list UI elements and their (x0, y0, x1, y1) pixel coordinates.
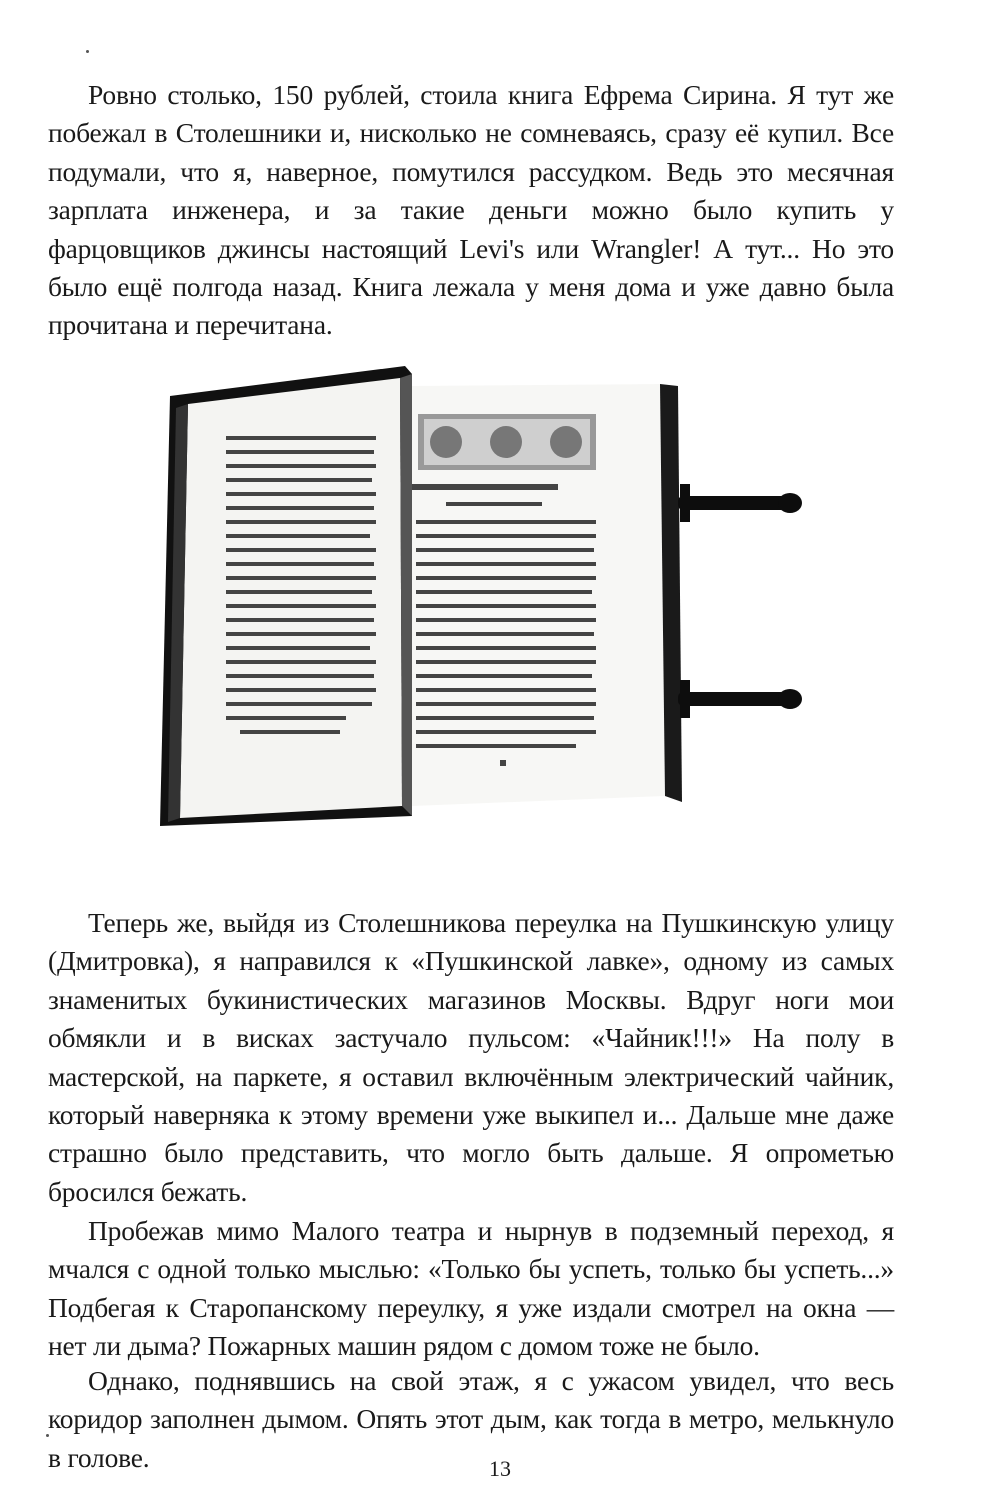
open-book-photo (150, 356, 820, 836)
page-number: 13 (489, 1456, 511, 1481)
paragraph-4: Однако, поднявшись на свой этаж, я с ужасом увидел, что весь коридор заполнен дымом. Опять этот дым, как тогда в метро, мелькнуло в голове. (48, 1365, 894, 1473)
scan-speck (86, 50, 89, 53)
paragraph-2: Теперь же, выйдя из Столешникова переулка на Пушкинскую улицу (Дмитровка), я направился к «Пушкинской лавке», одному из самых знаменитых букинистических магазинов Москвы. Вдруг ноги мои обмякли и в висках застучало пульсом: «Чайник!!!» На полу в мастерской, на паркете, я оставил включённым электрический чайник, который наверняка к этому времени уже выкипел и... Дальше мне даже страшно было представить, что могло быть дальше. Я опрометью бросился бежать. (48, 907, 894, 1207)
paragraph-1: Ровно столько, 150 рублей, стоила книга Ефрема Сирина. Я тут же побежал в Столешники и, нисколько не сомневаясь, сразу её купил. Все подумали, что я, наверное, помутился рассудком. Ведь это месячная зарплата инженера, и за такие деньги можно было купить у фарцовщиков джинсы настоящий Levi's или Wrangler! А тут... Но это было ещё полгода назад. Книга лежала у меня дома и уже давно была прочитана и перечитана. (48, 79, 894, 341)
scan-speck (46, 1434, 49, 1437)
paragraph-3: Пробежав мимо Малого театра и нырнув в подземный переход, я мчался с одной только мыслью: «Только бы успеть, только бы успеть...» Подбегая к Старопанскому переулку, я уже издали смотрел на окна — нет ли дыма? Пожарных машин рядом с домом тоже не было. (48, 1215, 894, 1362)
